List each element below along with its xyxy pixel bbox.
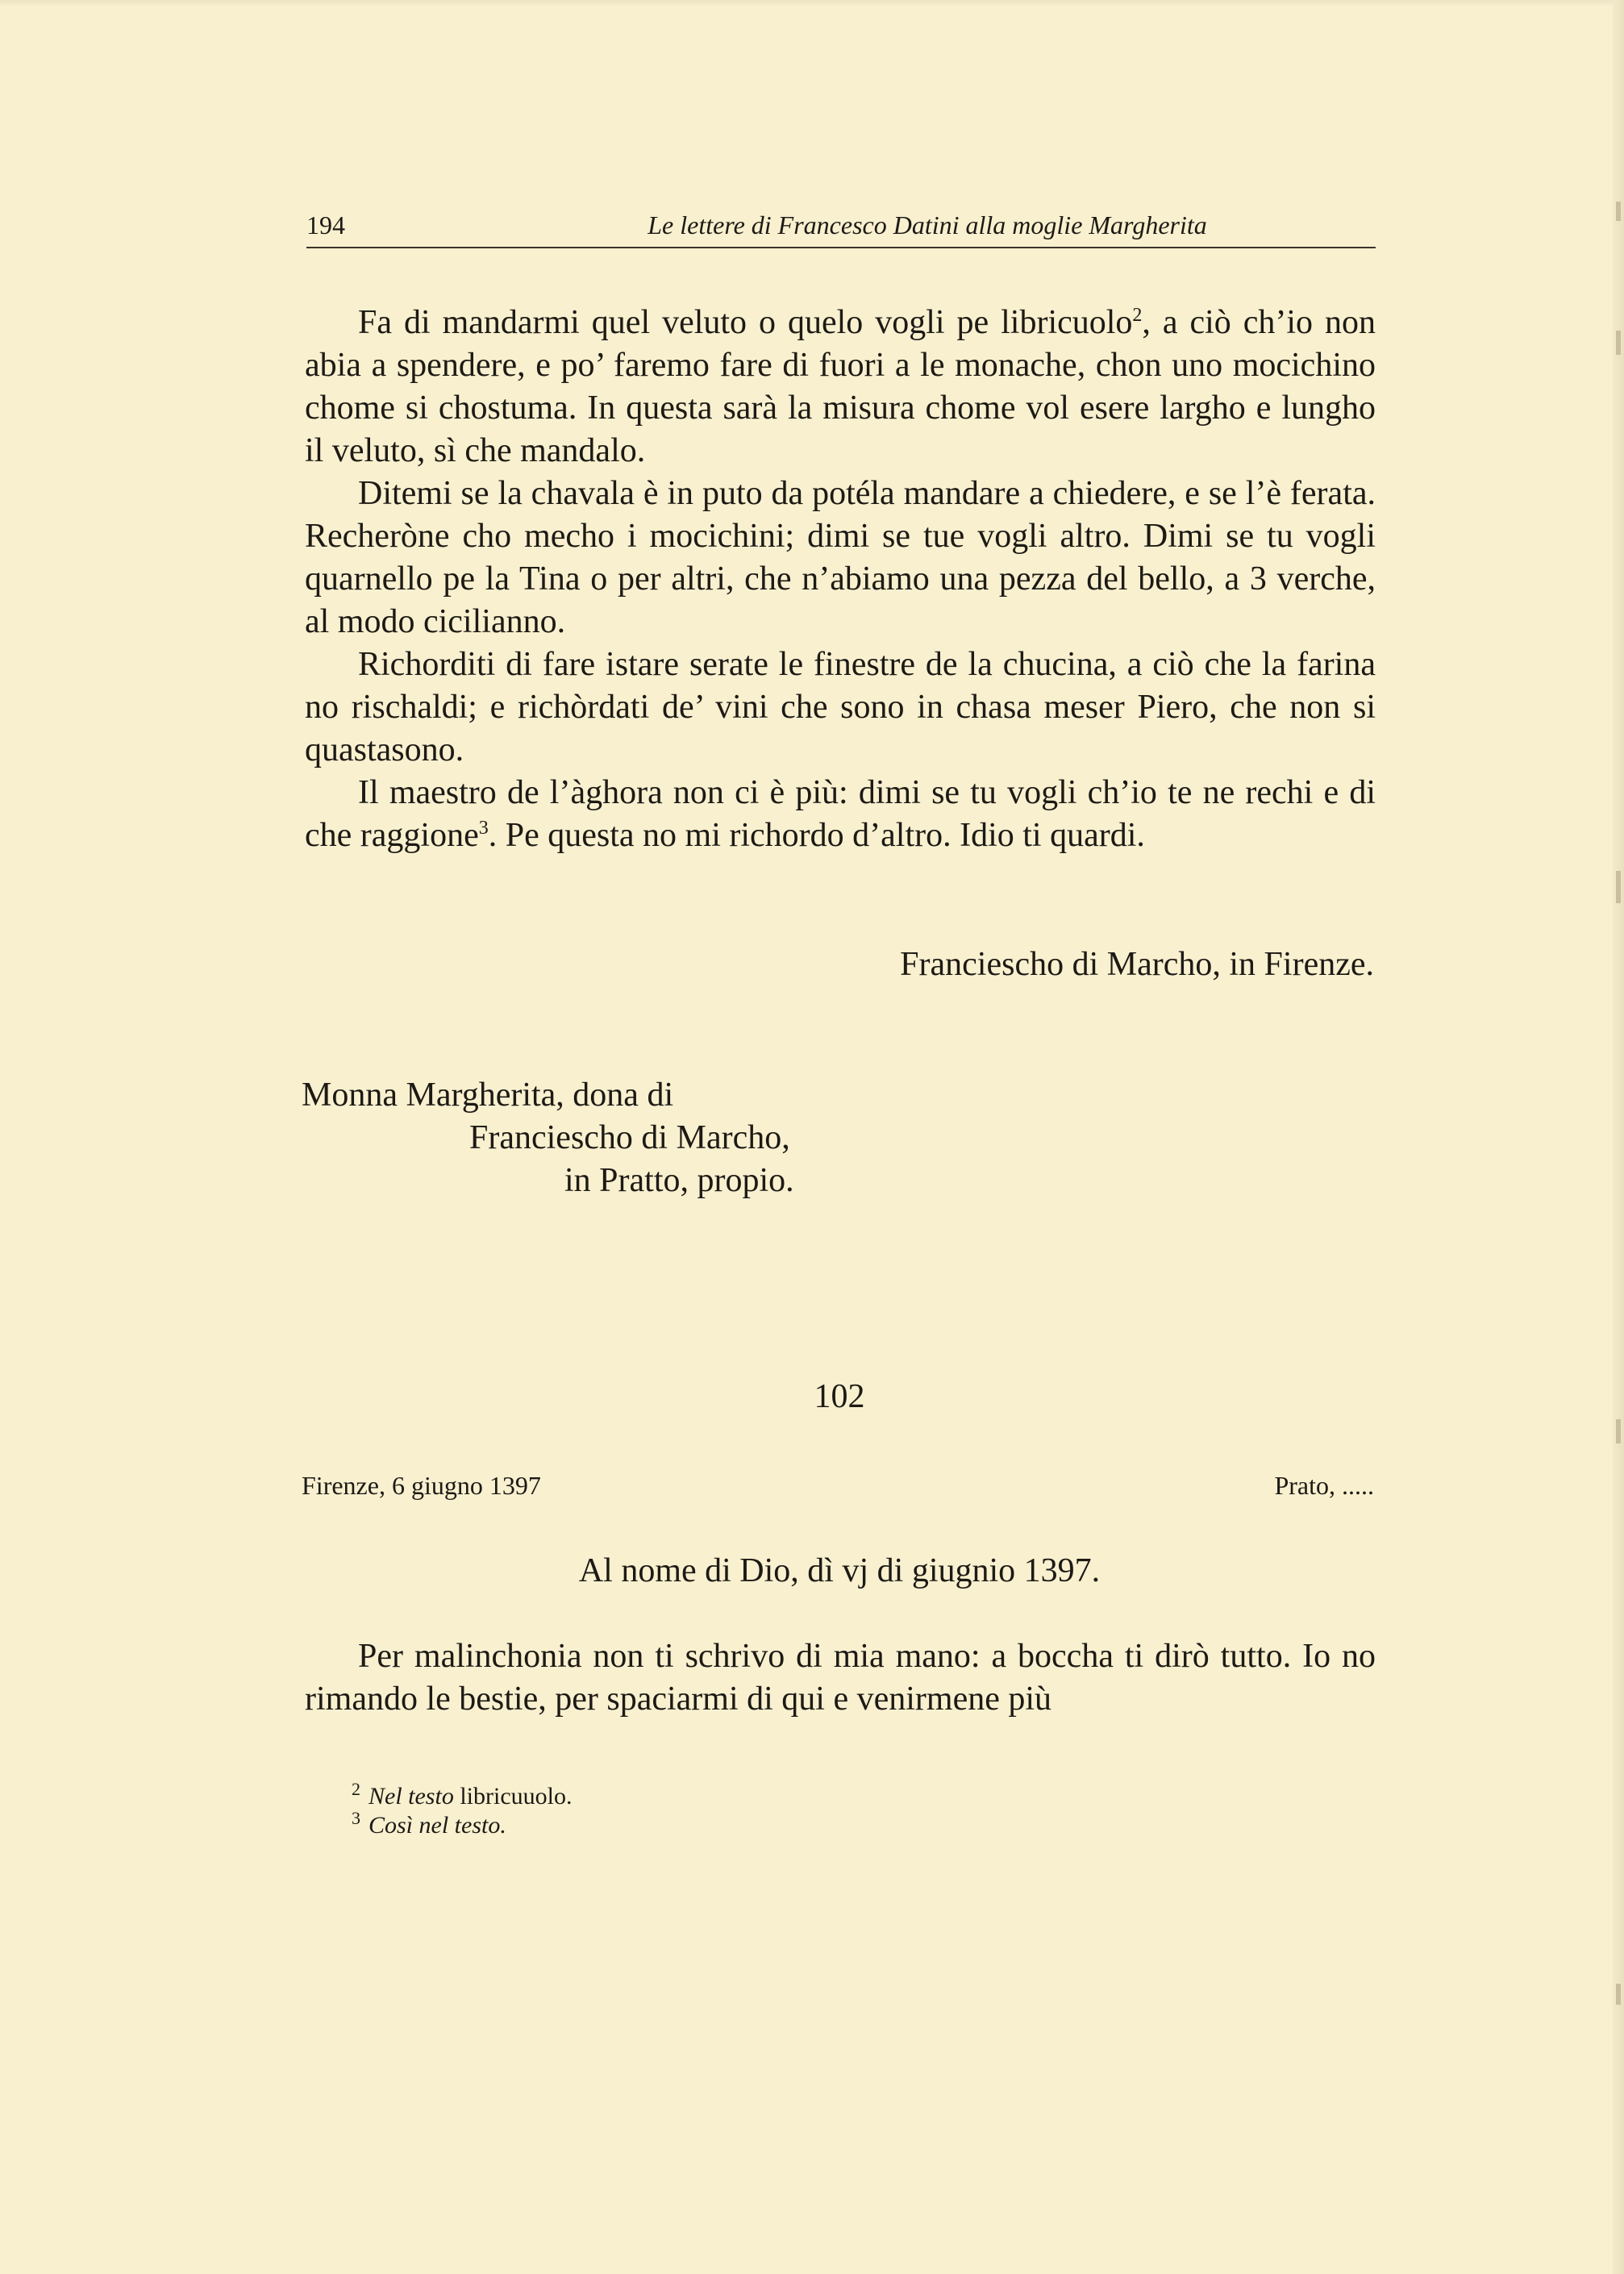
paragraph: Richorditi di fare istare serate le finestre de la chucina, a ciò che la farina no rischaldi; e richòrdati de’ vini che sono in chasa meser Piero, che non si quastasono.: [305, 646, 1376, 768]
footnote: $^3$ Così nel testo.: [352, 1808, 506, 1839]
edge-mark: [1616, 202, 1621, 221]
paragraph: Per malinchonia non ti schrivo di mia mano: a boccha ti dirò tutto. Io no rimando le bestie, per spaciarmi di qui e venirmene più: [305, 1638, 1376, 1718]
footnotes: [352, 1779, 573, 1840]
footnote-mark: 3: [352, 1808, 360, 1828]
signature: Franciescho di Marcho, in Firenze.: [900, 946, 1374, 983]
letter-number: 102: [814, 1378, 865, 1415]
place-date: Firenze, 6 giugno 1397: [302, 1471, 541, 1500]
address-line: Monna Margherita, dona di: [302, 1077, 674, 1114]
paragraph: Fa di mandarmi quel veluto o quelo vogli pe libricuolo$^2$, a ciò ch’io non abia a spendere, e po’ faremo fare di fuori a le monache, chon uno mocichino chome si chostuma. In questa sarà la misura chome vol esere largho e lungho il veluto, sì che mandalo.: [305, 304, 1376, 469]
letter-102-body: [305, 1635, 1376, 1721]
running-header: [306, 206, 1376, 248]
paragraph: Ditemi se la chavala è in puto da potéla mandare a chiedere, e se l’è ferata. Recheròne cho mecho i mocichini; dimi se tue vogli altro. Dimi se tu vogli quarnello pe la Tina o per altri, che n’abiamo una pezza del bello, a 3 verche, al modo cicilianno.: [305, 475, 1376, 640]
address-line: Franciescho di Marcho,: [469, 1119, 790, 1156]
footnote-ref: 2: [1132, 305, 1143, 326]
footnote: $^2$ Nel testo libricuuolo.: [352, 1779, 573, 1810]
destination: Prato, .....: [1274, 1471, 1374, 1500]
footnote-mark: 2: [352, 1779, 360, 1799]
letter-101-body: [305, 302, 1376, 857]
paragraph: Il maestro de l’àghora non ci è più: dimi se tu vogli ch’io te ne rechi e di che raggione$^3$. Pe questa no mi richordo d’altro. Idio ti quardi.: [305, 774, 1376, 854]
address-line: in Pratto, propio.: [564, 1162, 794, 1199]
address-block: [302, 1074, 794, 1202]
page-number: 194: [306, 210, 345, 239]
footnote-ref: 3: [478, 818, 489, 839]
invocation: Al nome di Dio, dì vj di giugnio 1397.: [578, 1552, 1101, 1589]
edge-mark: [1616, 1419, 1621, 1443]
running-title: Le lettere di Francesco Datini alla moglie Margherita: [648, 210, 1207, 239]
edge-mark: [1616, 1984, 1621, 2005]
edge-mark: [1616, 871, 1621, 903]
edge-mark: [1616, 331, 1621, 355]
page-top-edge: [0, 0, 1624, 6]
